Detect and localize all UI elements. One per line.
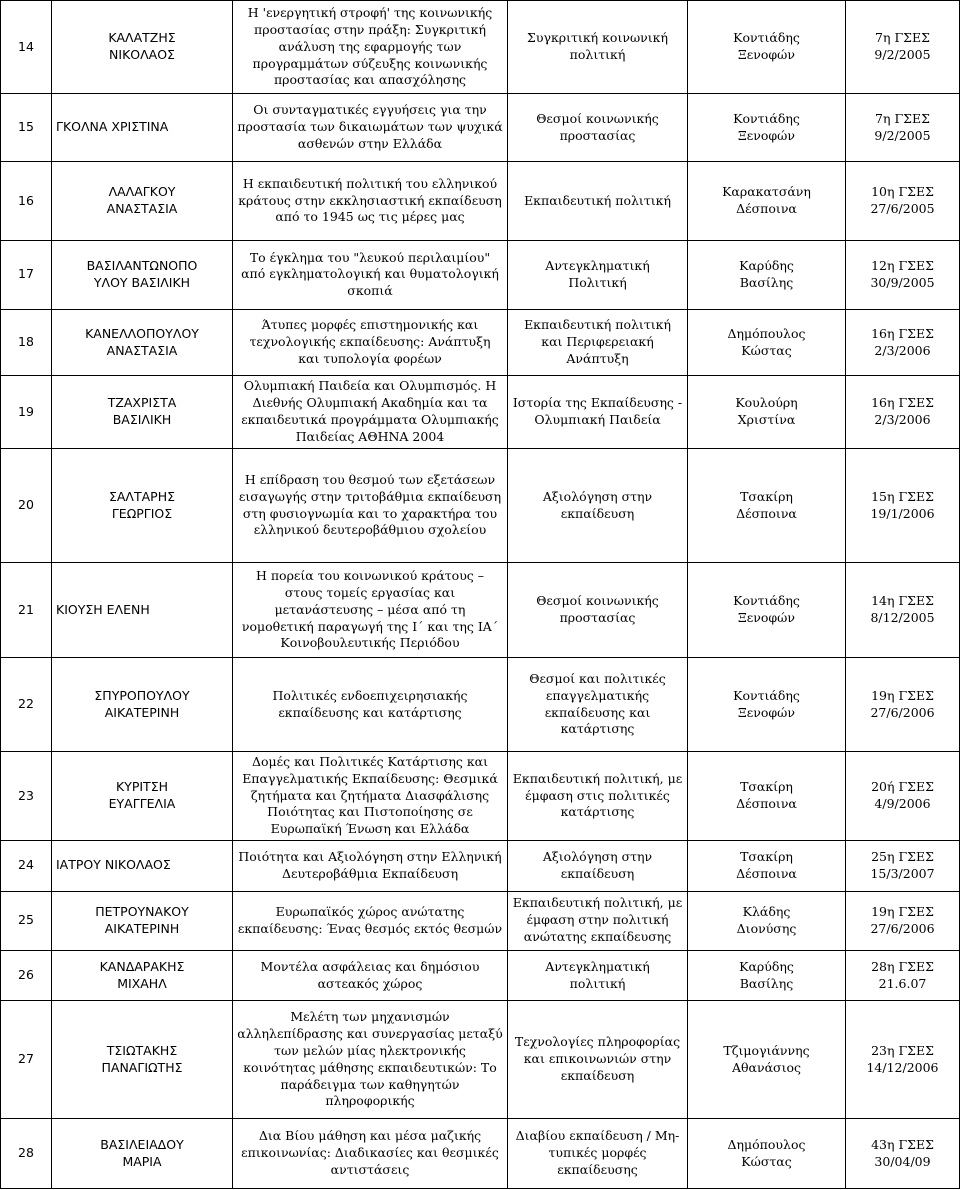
subject-area: Θεσμοί και πολιτικές επαγγελματικής εκπαίδευσης και κατάρτισης (508, 658, 688, 751)
approval-date: 19η ΓΣΕΣ 27/6/2006 (846, 891, 960, 950)
table-row (1, 1001, 960, 1119)
thesis-title: Το έγκλημα του "λευκού περιλαιμίου" από εγκληματολογική και θυματολογική σκοπιά (233, 240, 508, 309)
table-row (1, 240, 960, 309)
approval-date: 23η ΓΣΕΣ 14/12/2006 (846, 1001, 960, 1119)
table-row (1, 449, 960, 563)
row-number: 27 (1, 1001, 52, 1119)
thesis-title: Δια Βίου μάθηση και μέσα μαζικής επικοινωνίας: Διαδικασίες και θεσμικές αντιστάσεις (233, 1119, 508, 1189)
row-number: 21 (1, 562, 52, 657)
approval-date: 16η ΓΣΕΣ 2/3/2006 (846, 376, 960, 449)
table-row (1, 658, 960, 751)
subject-area: Αντεγκληματική πολιτική (508, 950, 688, 1000)
thesis-title: Άτυπες μορφές επιστημονικής και τεχνολογικής εκπαίδευσης: Ανάπτυξη και τυπολογία φορέων (233, 309, 508, 376)
student-name: ΤΖΑΧΡΙΣΤΑ ΒΑΣΙΛΙΚΗ (52, 376, 233, 449)
supervisor-name: Κοντιάδης Ξενοφών (688, 94, 846, 162)
approval-date: 16η ΓΣΕΣ 2/3/2006 (846, 309, 960, 376)
subject-area: Θεσμοί κοινωνικής προστασίας (508, 562, 688, 657)
supervisor-name: Κουλούρη Χριστίνα (688, 376, 846, 449)
row-number: 17 (1, 240, 52, 309)
row-number: 23 (1, 751, 52, 841)
student-name: ΠΕΤΡΟΥΝΑΚΟΥ ΑΙΚΑΤΕΡΙΝΗ (52, 891, 233, 950)
subject-area: Εκπαιδευτική πολιτική και Περιφερειακή Ανάπτυξη (508, 309, 688, 376)
approval-date: 14η ΓΣΕΣ 8/12/2005 (846, 562, 960, 657)
approval-date: 12η ΓΣΕΣ 30/9/2005 (846, 240, 960, 309)
supervisor-name: Κοντιάδης Ξενοφών (688, 1, 846, 94)
supervisor-name: Καρύδης Βασίλης (688, 240, 846, 309)
thesis-title: Η πορεία του κοινωνικού κράτους – στους τομείς εργασίας και μετανάστευσης – μέσα από τη νομοθετική παραγωγή της Ι΄ και της ΙΑ΄ Κοινοβουλευτικής Περιόδου (233, 562, 508, 657)
thesis-title: Ολυμπιακή Παιδεία και Ολυμπισμός. Η Διεθνής Ολυμπιακή Ακαδημία και τα εκπαιδευτικά προγράμματα Ολυμπιακής Παιδείας ΑΘΗΝΑ 2004 (233, 376, 508, 449)
student-name: ΤΣΙΩΤΑΚΗΣ ΠΑΝΑΓΙΩΤΗΣ (52, 1001, 233, 1119)
table-row (1, 309, 960, 376)
student-name: ΣΠΥΡΟΠΟΥΛΟΥ ΑΙΚΑΤΕΡΙΝΗ (52, 658, 233, 751)
thesis-title: Οι συνταγματικές εγγυήσεις για την προστασία των δικαιωμάτων των ψυχικά ασθενών στην Ελλάδα (233, 94, 508, 162)
row-number: 15 (1, 94, 52, 162)
student-name: ΙΑΤΡΟΥ ΝΙΚΟΛΑΟΣ (52, 841, 233, 891)
approval-date: 43η ΓΣΕΣ 30/04/09 (846, 1119, 960, 1189)
subject-area: Αξιολόγηση στην εκπαίδευση (508, 841, 688, 891)
row-number: 19 (1, 376, 52, 449)
thesis-title: Η επίδραση του θεσμού των εξετάσεων εισαγωγής στην τριτοβάθμια εκπαίδευση στη φυσιογνωμία και το χαρακτήρα του ελληνικού δευτεροβάθμιου σχολείου (233, 449, 508, 563)
approval-date: 15η ΓΣΕΣ 19/1/2006 (846, 449, 960, 563)
table-row (1, 751, 960, 841)
supervisor-name: Κοντιάδης Ξενοφών (688, 658, 846, 751)
subject-area: Τεχνολογίες πληροφορίας και επικοινωνιών στην εκπαίδευση (508, 1001, 688, 1119)
student-name: ΚΑΛΑΤΖΗΣ ΝΙΚΟΛΑΟΣ (52, 1, 233, 94)
table-row (1, 891, 960, 950)
thesis-title: Μοντέλα ασφάλειας και δημόσιου αστεακός χώρος (233, 950, 508, 1000)
subject-area: Θεσμοί κοινωνικής προστασίας (508, 94, 688, 162)
table-row (1, 376, 960, 449)
row-number: 28 (1, 1119, 52, 1189)
row-number: 14 (1, 1, 52, 94)
subject-area: Διαβίου εκπαίδευση / Μη-τυπικές μορφές εκπαίδευσης (508, 1119, 688, 1189)
row-number: 26 (1, 950, 52, 1000)
student-name: ΚΥΡΙΤΣΗ ΕΥΑΓΓΕΛΙΑ (52, 751, 233, 841)
supervisor-name: Δημόπουλος Κώστας (688, 1119, 846, 1189)
subject-area: Ιστορία της Εκπαίδευσης - Ολυμπιακή Παιδεία (508, 376, 688, 449)
thesis-title: Η εκπαιδευτική πολιτική του ελληνικού κράτους στην εκκλησιαστική εκπαίδευση από το 1945 ως τις μέρες μας (233, 162, 508, 241)
table-row (1, 950, 960, 1000)
thesis-title: Η 'ενεργητική στροφή' της κοινωνικής προστασίας στην πράξη: Συγκριτική ανάλυση της εφαρμογής των προγραμμάτων σύζευξης κοινωνικής προστασίας και απασχόλησης (233, 1, 508, 94)
subject-area: Συγκριτική κοινωνική πολιτική (508, 1, 688, 94)
row-number: 20 (1, 449, 52, 563)
student-name: ΚΑΝΕΛΛΟΠΟΥΛΟΥ ΑΝΑΣΤΑΣΙΑ (52, 309, 233, 376)
thesis-title: Ευρωπαϊκός χώρος ανώτατης εκπαίδευσης: Ένας θεσμός εκτός θεσμών (233, 891, 508, 950)
student-name: ΣΑΛΤΑΡΗΣ ΓΕΩΡΓΙΟΣ (52, 449, 233, 563)
subject-area: Εκπαιδευτική πολιτική, με έμφαση στην πολιτική ανώτατης εκπαίδευσης (508, 891, 688, 950)
supervisor-name: Τσακίρη Δέσποινα (688, 751, 846, 841)
table-row (1, 162, 960, 241)
supervisor-name: Καρύδης Βασίλης (688, 950, 846, 1000)
student-name: ΒΑΣΙΛΕΙΑΔΟΥ ΜΑΡΙΑ (52, 1119, 233, 1189)
supervisor-name: Καρακατσάνη Δέσποινα (688, 162, 846, 241)
supervisor-name: Κλάδης Διονύσης (688, 891, 846, 950)
supervisor-name: Τζιμογιάννης Αθανάσιος (688, 1001, 846, 1119)
student-name: ΛΑΛΑΓΚΟΥ ΑΝΑΣΤΑΣΙΑ (52, 162, 233, 241)
table-row (1, 562, 960, 657)
row-number: 16 (1, 162, 52, 241)
row-number: 22 (1, 658, 52, 751)
supervisor-name: Δημόπουλος Κώστας (688, 309, 846, 376)
approval-date: 7η ΓΣΕΣ 9/2/2005 (846, 94, 960, 162)
supervisor-name: Κοντιάδης Ξενοφών (688, 562, 846, 657)
row-number: 25 (1, 891, 52, 950)
student-name: ΚΙΟΥΣΗ ΕΛΕΝΗ (52, 562, 233, 657)
theses-table-body (1, 1, 960, 1189)
thesis-title: Δομές και Πολιτικές Κατάρτισης και Επαγγελματικής Εκπαίδευσης: Θεσμικά ζητήματα και ζητήματα Διασφάλισης Ποιότητας και Πιστοποίησης σε Ευρωπαϊκή Ένωση και Ελλάδα (233, 751, 508, 841)
subject-area: Αντεγκληματική Πολιτική (508, 240, 688, 309)
approval-date: 10η ΓΣΕΣ 27/6/2005 (846, 162, 960, 241)
table-row (1, 841, 960, 891)
approval-date: 7η ΓΣΕΣ 9/2/2005 (846, 1, 960, 94)
table-row (1, 1119, 960, 1189)
approval-date: 20ή ΓΣΕΣ 4/9/2006 (846, 751, 960, 841)
table-row (1, 94, 960, 162)
subject-area: Εκπαιδευτική πολιτική (508, 162, 688, 241)
approval-date: 25η ΓΣΕΣ 15/3/2007 (846, 841, 960, 891)
student-name: ΓΚΟΛΝΑ ΧΡΙΣΤΙΝΑ (52, 94, 233, 162)
thesis-title: Μελέτη των μηχανισμών αλληλεπίδρασης και συνεργασίας μεταξύ των μελών μίας ηλεκτρονικής κοινότητας μάθησης εκπαιδευτικών: Το παράδειγμα των καθηγητών πληροφορικής (233, 1001, 508, 1119)
student-name: ΒΑΣΙΛΑΝΤΩΝΟΠΟ ΥΛΟΥ ΒΑΣΙΛΙΚΗ (52, 240, 233, 309)
thesis-title: Πολιτικές ενδοεπιχειρησιακής εκπαίδευσης και κατάρτισης (233, 658, 508, 751)
subject-area: Αξιολόγηση στην εκπαίδευση (508, 449, 688, 563)
row-number: 18 (1, 309, 52, 376)
approval-date: 28η ΓΣΕΣ 21.6.07 (846, 950, 960, 1000)
supervisor-name: Τσακίρη Δέσποινα (688, 841, 846, 891)
thesis-title: Ποιότητα και Αξιολόγηση στην Ελληνική Δευτεροβάθμια Εκπαίδευση (233, 841, 508, 891)
supervisor-name: Τσακίρη Δέσποινα (688, 449, 846, 563)
subject-area: Εκπαιδευτική πολιτική, με έμφαση στις πολιτικές κατάρτισης (508, 751, 688, 841)
table-row (1, 1, 960, 94)
approval-date: 19η ΓΣΕΣ 27/6/2006 (846, 658, 960, 751)
student-name: ΚΑΝΔΑΡΑΚΗΣ ΜΙΧΑΗΛ (52, 950, 233, 1000)
row-number: 24 (1, 841, 52, 891)
